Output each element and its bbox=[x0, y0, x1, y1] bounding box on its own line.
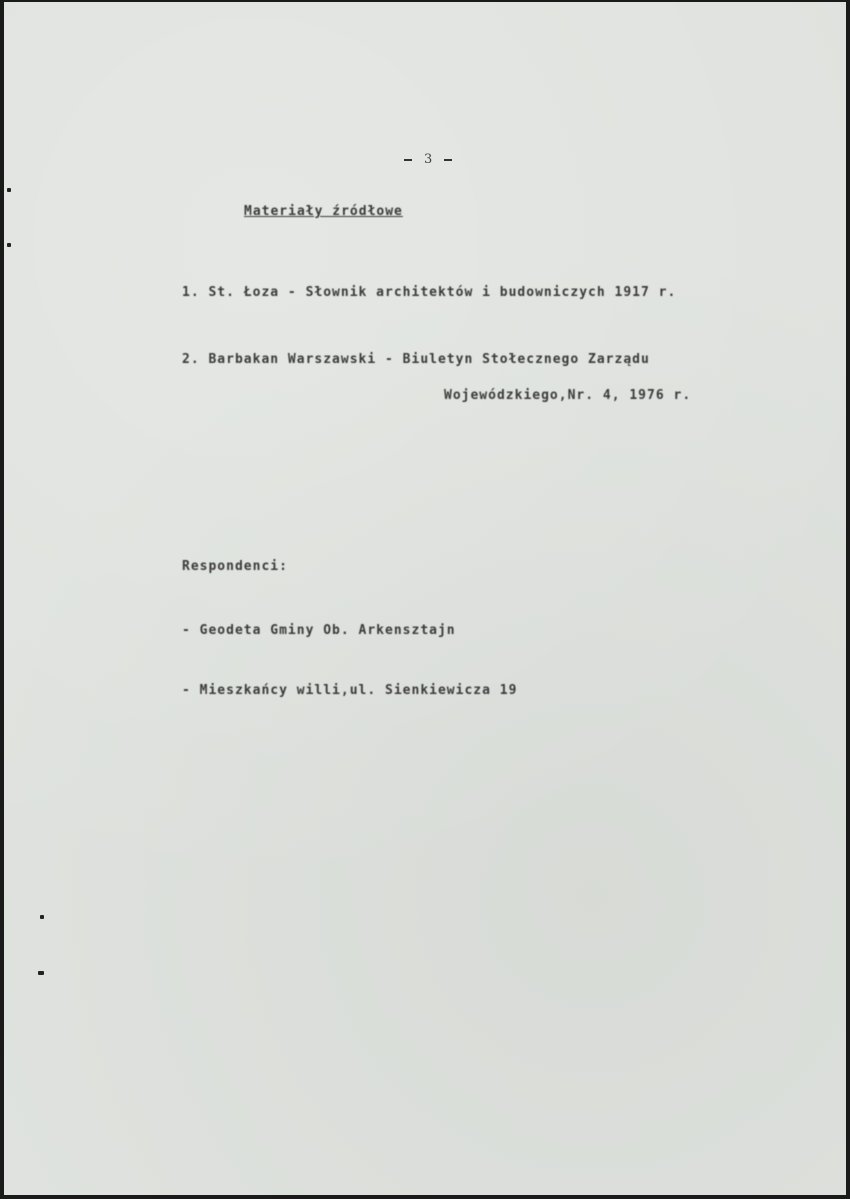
source-item-2: 2. Barbakan Warszawski - Biuletyn Stołecznego Zarządu bbox=[182, 352, 650, 367]
sources-heading: Materiały źródłowe bbox=[244, 204, 403, 219]
respondents-heading: Respondenci: bbox=[182, 559, 288, 574]
respondent-item-2: - Mieszkańcy willi,ul. Sienkiewicza 19 bbox=[182, 683, 518, 698]
page-number-dash-left bbox=[404, 159, 412, 161]
source-item-1: 1. St. Łoza - Słownik architektów i budowniczych 1917 r. bbox=[182, 285, 677, 300]
source-item-2-continuation: Wojewódzkiego,Nr. 4, 1976 r. bbox=[444, 388, 692, 403]
page-number-dash-right bbox=[444, 159, 452, 161]
page-number-value: 3 bbox=[424, 152, 433, 167]
document-page bbox=[4, 2, 846, 1195]
punch-mark-bottom-1 bbox=[40, 915, 44, 919]
punch-mark-top-2 bbox=[7, 243, 11, 247]
punch-mark-bottom-2 bbox=[38, 971, 44, 975]
punch-mark-top-1 bbox=[7, 188, 11, 192]
page-number bbox=[392, 152, 464, 167]
respondent-item-1: - Geodeta Gminy Ob. Arkensztajn bbox=[182, 623, 456, 638]
